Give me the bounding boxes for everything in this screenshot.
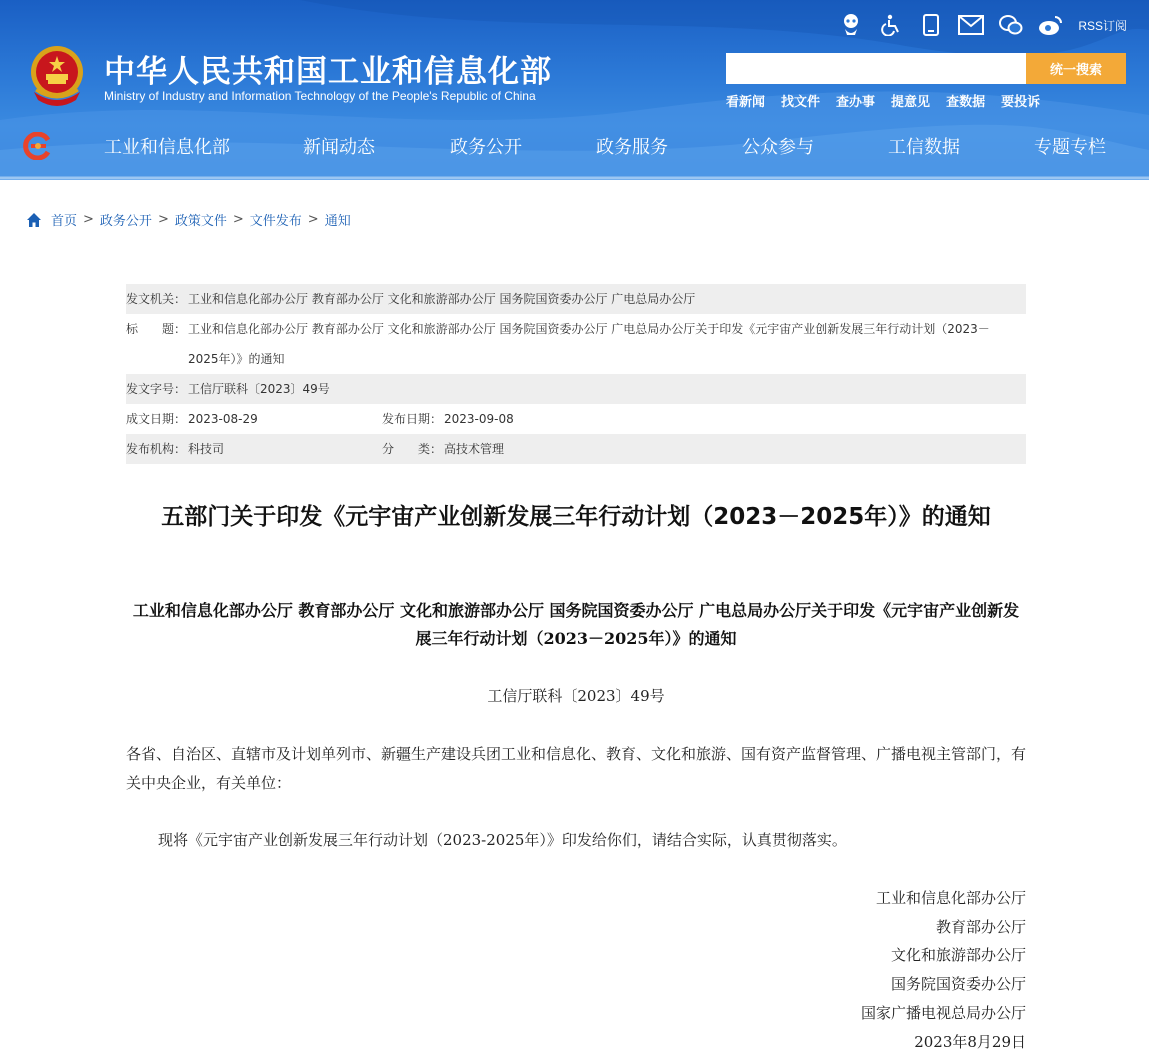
rss-subscribe-link[interactable]: RSS订阅 — [1078, 18, 1127, 33]
meta-label: 发布日期： — [382, 412, 443, 426]
article-body: 现将《元宇宙产业创新发展三年行动计划（2023-2025年）》印发给你们，请结合实际，认真贯彻落实。 — [158, 831, 847, 849]
search-button[interactable]: 统一搜索 — [1026, 53, 1126, 84]
top-toolbar — [838, 12, 1127, 38]
signer: 工业和信息化部办公厅 — [875, 889, 1026, 907]
breadcrumb-file-release[interactable]: 文件发布 — [249, 214, 302, 229]
site-subtitle: Ministry of Industry and Information Technology of the People's Republic of China — [104, 89, 536, 103]
article-addressee: 各省、自治区、直辖市及计划单列市、新疆生产建设兵团工业和信息化、教育、文化和旅游、国有资产监督管理、广播电视主管部门，有关中央企业，有关单位： — [126, 745, 1027, 792]
breadcrumb-home[interactable]: 首页 — [51, 214, 78, 229]
document-metadata — [126, 284, 1026, 464]
meta-docno: 工信厅联科〔2023〕49号 — [188, 382, 330, 396]
meta-row-title — [126, 314, 1026, 374]
nav-item-gov-affairs[interactable]: 政务公开 — [450, 137, 522, 158]
wechat-icon[interactable] — [998, 12, 1024, 38]
nav-item-news[interactable]: 新闻动态 — [303, 137, 375, 158]
meta-published-date: 2023-09-08 — [444, 412, 514, 426]
quick-link-news[interactable]: 看新闻 — [726, 95, 766, 110]
national-emblem-icon — [26, 42, 88, 108]
nav-item-participation[interactable]: 公众参与 — [742, 137, 814, 158]
article-subtitle: 工业和信息化部办公厅 教育部办公厅 文化和旅游部办公厅 国务院国资委办公厅 广电总局办公厅关于印发《元宇宙产业创新发展三年行动计划（2023－2025年）》的通知 — [132, 601, 1020, 648]
weibo-icon[interactable] — [1038, 12, 1064, 38]
signer: 文化和旅游部办公厅 — [890, 946, 1026, 965]
mobile-icon[interactable] — [918, 12, 944, 38]
breadcrumb-notice[interactable]: 通知 — [324, 214, 351, 229]
breadcrumb-gov-affairs[interactable]: 政务公开 — [99, 214, 152, 229]
article-title: 五部门关于印发《元宇宙产业创新发展三年行动计划（2023－2025年）》的通知 — [161, 504, 991, 530]
site-title: 中华人民共和国工业和信息化部 — [104, 54, 552, 90]
quick-link-complaint[interactable]: 要投诉 — [1001, 95, 1041, 110]
quick-link-services[interactable]: 查办事 — [836, 95, 876, 110]
mail-icon[interactable] — [958, 12, 984, 38]
meta-label: 发布机构： — [126, 442, 187, 456]
meta-row-org — [126, 434, 1026, 464]
meta-row-dates — [126, 404, 1026, 434]
quick-links — [726, 91, 1056, 110]
main-nav — [0, 118, 1149, 174]
quick-link-files[interactable]: 找文件 — [781, 95, 821, 110]
miit-logo-icon[interactable] — [22, 132, 52, 160]
nav-item-data[interactable]: 工信数据 — [888, 137, 960, 158]
meta-label: 发文字号： — [126, 382, 187, 396]
article-date: 2023年8月29日 — [914, 1032, 1026, 1051]
accessibility-icon[interactable] — [878, 12, 904, 38]
breadcrumb-separator: > — [83, 212, 94, 227]
meta-row-docno — [126, 374, 1026, 404]
meta-label: 标 题： — [126, 322, 187, 336]
breadcrumb-separator: > — [157, 212, 169, 227]
meta-label: 分 类： — [382, 442, 443, 456]
meta-row-issuer — [126, 284, 1026, 314]
quick-link-feedback[interactable]: 提意见 — [891, 95, 931, 110]
meta-org: 科技司 — [188, 442, 225, 456]
meta-issuer: 工业和信息化部办公厅 教育部办公厅 文化和旅游部办公厅 国务院国资委办公厅 广电总局办公厅 — [188, 292, 696, 306]
quick-link-data[interactable]: 查数据 — [946, 95, 986, 110]
meta-title: 工业和信息化部办公厅 教育部办公厅 文化和旅游部办公厅 国务院国资委办公厅 广电总局办公厅关于印发《元宇宙产业创新发展三年行动计划（2023－2025年）》的通知 — [188, 322, 990, 366]
breadcrumb-policy-files[interactable]: 政策文件 — [174, 214, 227, 229]
meta-category: 高技术管理 — [444, 442, 505, 456]
meta-label: 发文机关： — [126, 292, 187, 306]
signer: 国家广播电视总局办公厅 — [860, 1003, 1026, 1022]
article-doc-number: 工信厅联科〔2023〕49号 — [487, 687, 665, 705]
breadcrumb-separator: > — [232, 212, 244, 227]
meta-created-date: 2023-08-29 — [188, 412, 258, 426]
signer: 教育部办公厅 — [935, 917, 1026, 936]
breadcrumb — [26, 210, 351, 229]
article-signers — [861, 884, 1026, 1053]
nav-item-topics[interactable]: 专题专栏 — [1034, 137, 1106, 158]
nav-item-ministry[interactable]: 工业和信息化部 — [104, 137, 230, 158]
signer: 国务院国资委办公厅 — [890, 975, 1026, 994]
home-icon — [26, 212, 42, 228]
breadcrumb-separator: > — [307, 212, 319, 227]
nav-item-services[interactable]: 政务服务 — [596, 137, 668, 158]
search-input[interactable] — [726, 53, 1026, 84]
robot-assistant-icon[interactable] — [838, 12, 864, 38]
meta-label: 成文日期： — [126, 412, 187, 426]
site-header — [0, 0, 1149, 180]
